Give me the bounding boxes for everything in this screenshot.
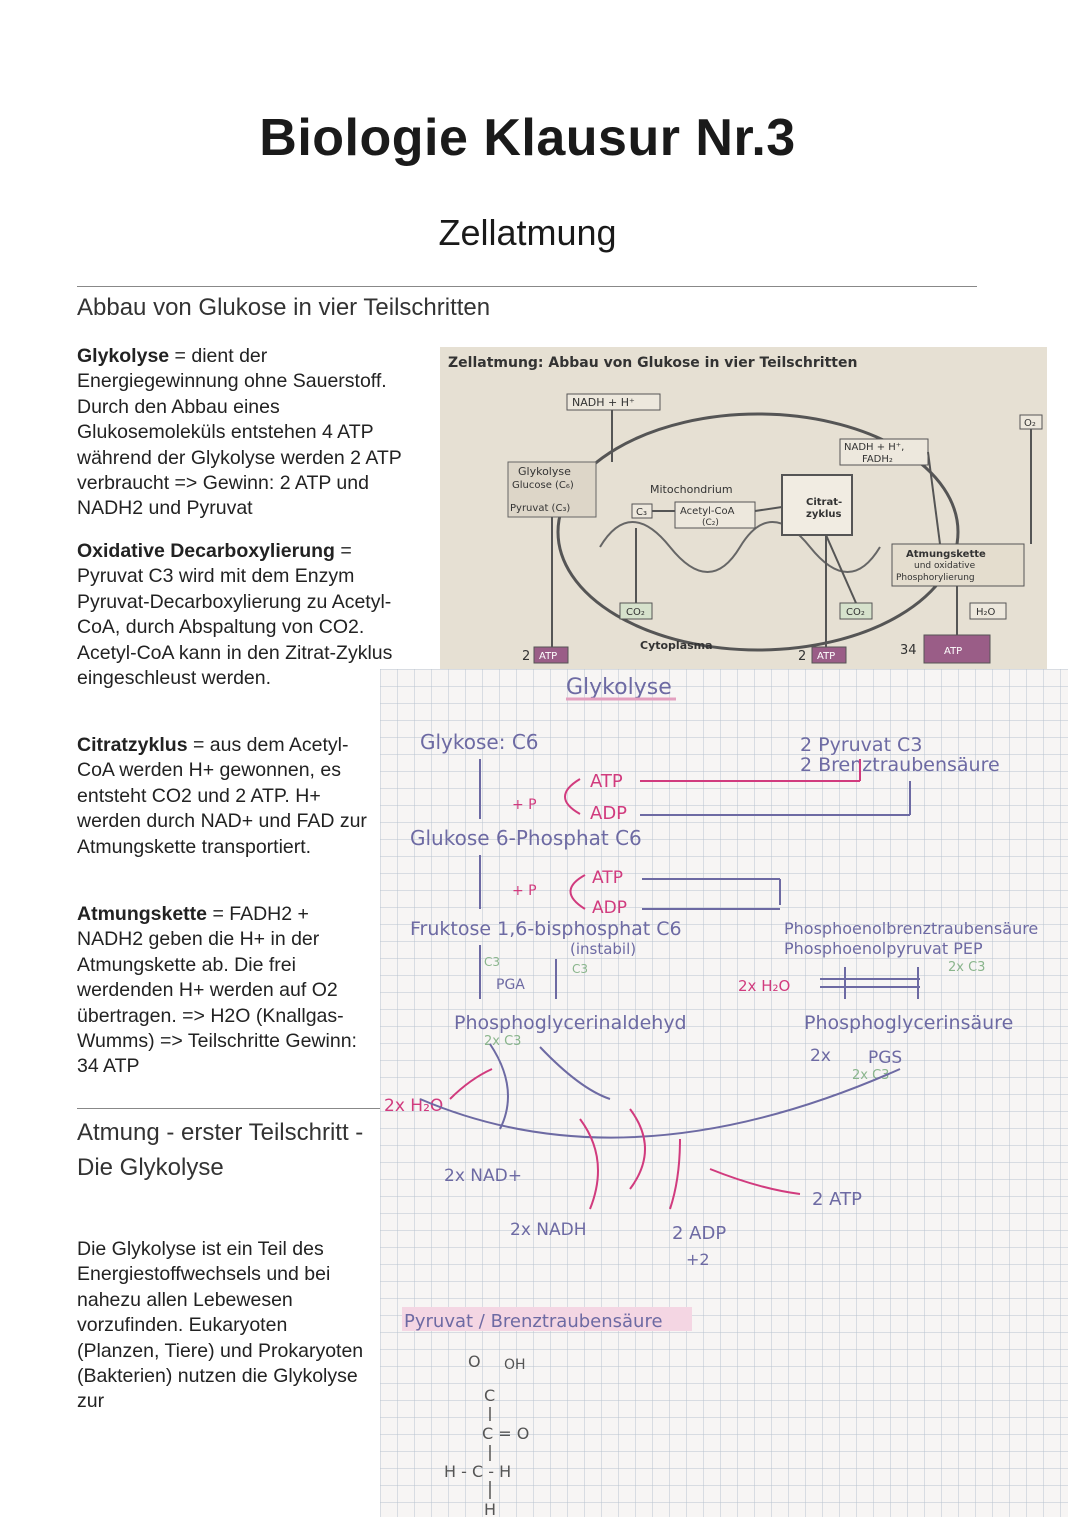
twoxc3c-label: 2x C3 [852, 1068, 890, 1083]
citrat-label-1: Citrat- [806, 497, 843, 508]
nad-label: 2x NAD+ [444, 1166, 522, 1186]
cytoplasma-label: Cytoplasma [640, 639, 713, 652]
pep-label-1: Phosphoenolbrenztraubensäure [784, 919, 1039, 938]
term: Oxidative Decarboxylierung [77, 540, 335, 562]
atp-mid-label: ATP [817, 651, 836, 662]
co2-label-left: CO₂ [626, 607, 645, 618]
plus-p-2: + P [512, 883, 537, 899]
twoxc3-label: 2x C3 [484, 1034, 522, 1049]
adp2-label: 2 ADP [672, 1223, 727, 1244]
pyruvat-label: Pyruvat (C₃) [510, 503, 571, 514]
section-heading: Abbau von Glukose in vier Teilschritten [77, 294, 491, 321]
paragraph-glykolyse [77, 344, 422, 522]
formula-oh: OH [504, 1357, 526, 1373]
atp-1: ATP [590, 771, 623, 792]
term: Atmungskette [77, 903, 208, 925]
adp-1: ADP [590, 803, 628, 824]
glykose-label: Glykose: C6 [420, 730, 539, 754]
pga-label: PGA [496, 977, 525, 993]
atp-mid-count: 2 [798, 649, 807, 664]
text: = Pyruvat C3 wird mit dem Enzym Pyruvat-Decarboxylierung zu Acetyl-CoA, durch Abspaltung von CO2. Acetyl-CoA kann in den Zitrat-Zyklus eingeschleust werden. [77, 540, 393, 690]
citrat-label-2: zyklus [806, 509, 842, 520]
twoxh2o-right: 2x H₂O [738, 977, 791, 995]
twoxh2o-left: 2x H₂O [384, 1096, 444, 1116]
twox-label: 2x [810, 1046, 831, 1066]
nadh-label: 2x NADH [510, 1220, 587, 1240]
twoxc3b-label: 2x C3 [948, 960, 986, 975]
divider [77, 1108, 380, 1109]
plus-p-1: + P [512, 797, 537, 813]
diagram-title: Zellatmung: Abbau von Glukose in vier Teilschritten [448, 355, 858, 371]
atmungskette-label-1: Atmungskette [906, 549, 986, 560]
pyruvat-bottom-label: Pyruvat / Brenztraubensäure [404, 1311, 663, 1332]
nadh-fadh-label-2: FADH₂ [862, 454, 893, 465]
pgald-label: Phosphoglycerinaldehyd [454, 1012, 687, 1034]
formula-h: H [484, 1500, 497, 1517]
zellatmung-diagram-photo [440, 347, 1047, 669]
nadh-fadh-label-1: NADH + H⁺, [844, 442, 905, 453]
atp2-label: 2 ATP [812, 1189, 862, 1210]
formula-o: O [468, 1352, 481, 1371]
page-title: Biologie Klausur Nr.3 [259, 109, 796, 167]
formula-hch: H - C - H [444, 1462, 512, 1481]
page-subtitle: Zellatmung [438, 212, 617, 253]
f16-label: Fruktose 1,6-bisphosphat C6 [410, 918, 682, 940]
mitochondrium-label: Mitochondrium [650, 483, 733, 496]
glucose-label: Glucose (C₆) [512, 480, 574, 491]
c3-label-2: C3 [572, 962, 589, 976]
plus2-label: +2 [686, 1250, 710, 1269]
term: Citratzyklus [77, 734, 188, 756]
instabil-label: (instabil) [570, 940, 637, 958]
zellatmung-diagram [440, 347, 1047, 669]
pgs-abbr-label: PGS [868, 1048, 903, 1068]
paragraph-glykolyse-intro: Die Glykolyse ist ein Teil des Energiestoffwechsels und bei nahezu allen Lebewesen vorzufinden. Eukaryoten (Planzen, Tiere) und Prokaryoten (Bakterien) nutzen die Glykolyse zur [77, 1238, 364, 1413]
atmungskette-label-2: und oxidative [914, 561, 976, 571]
formula-co: C = O [482, 1424, 530, 1443]
pyruvat-label-1: 2 Pyruvat C3 [800, 734, 923, 756]
acetyl-c2-label: (C₂) [702, 518, 719, 528]
nadh-label: NADH + H⁺ [572, 396, 635, 409]
acetyl-label: Acetyl-CoA [680, 506, 735, 517]
atmungskette-label-3: Phosphorylierung [896, 573, 975, 583]
atp-left-count: 2 [522, 649, 531, 664]
paragraph-decarboxylierung [77, 539, 422, 691]
divider [77, 286, 977, 287]
o2-label: O₂ [1024, 418, 1036, 429]
c3-label-1: C3 [484, 955, 501, 969]
glykolyse-label: Glykolyse [518, 465, 571, 478]
h2o-label: H₂O [976, 607, 996, 618]
text: = FADH2 + NADH2 geben die H+ in der Atmungskette ab. Die frei werdenden H+ werden auf O2 übertragen. => H2O (Knallgas-Wumms) => Teilschritte Gewinn: 34 ATP [77, 903, 357, 1078]
pep-label-2: Phosphoenolpyruvat PEP [784, 939, 983, 958]
c3-label: C₃ [636, 507, 647, 518]
section-heading-glykolyse: Atmung - erster Teilschritt - Die Glykolyse [77, 1119, 364, 1181]
text: = dient der Energiegewinnung ohne Sauerstoff. Durch den Abbau eines Glukosemoleküls entstehen 4 ATP während der Glykolyse werden 2 ATP verbraucht => Gewinn: 2 ATP und NADH2 und Pyruvat [77, 345, 402, 520]
notes-title: Glykolyse [566, 675, 672, 700]
atp-right-count: 34 [900, 643, 917, 658]
formula-c: C [484, 1386, 496, 1405]
term: Glykolyse [77, 345, 170, 367]
pyruvat-label-2: 2 Brenztraubensäure [800, 754, 1000, 776]
g6p-label: Glukose 6-Phosphat C6 [410, 826, 642, 850]
paragraph-atmungskette [77, 902, 367, 1080]
co2-label-right: CO₂ [846, 607, 865, 618]
paragraph-citratzyklus [77, 733, 367, 860]
text: = aus dem Acetyl-CoA werden H+ gewonnen, es entsteht CO2 und 2 ATP. H+ werden durch NAD+ und FAD zur Atmungskette transportiert. [77, 734, 367, 858]
atp-left-label: ATP [539, 651, 558, 662]
glykolyse-notes [380, 669, 1068, 1517]
adp-2: ADP [592, 898, 627, 918]
pgs-label: Phosphoglycerinsäure [804, 1012, 1014, 1034]
handwritten-notes-photo [380, 669, 1068, 1517]
atp-right-label: ATP [944, 646, 963, 657]
atp-2: ATP [592, 868, 623, 888]
